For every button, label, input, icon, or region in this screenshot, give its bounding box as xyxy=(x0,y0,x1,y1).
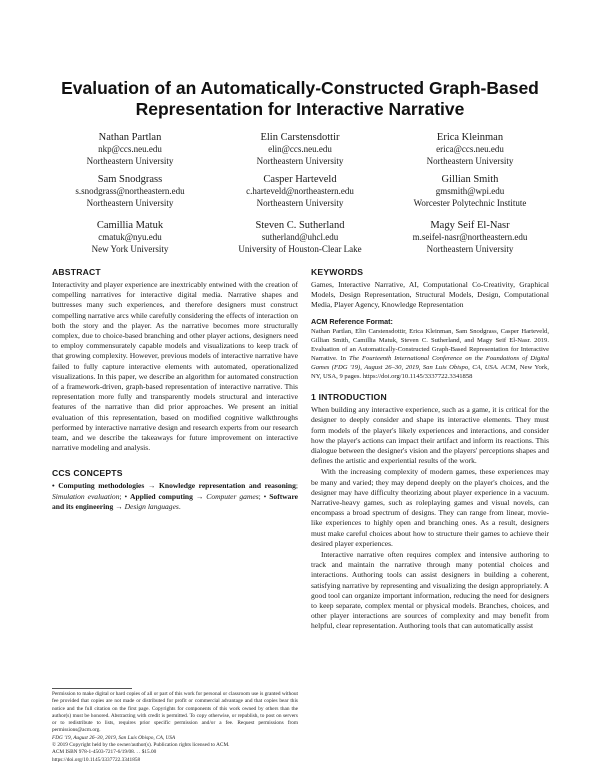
author-entry xyxy=(205,219,395,255)
author-email[interactable]: erica@ccs.neu.edu xyxy=(436,144,504,154)
right-column xyxy=(311,266,549,632)
title-line-1: Evaluation of an Automatically-Constructed Graph-Based xyxy=(61,78,539,98)
author-name: Sam Snodgrass xyxy=(97,174,163,185)
ccs-text: Design languages xyxy=(124,501,179,511)
author-affiliation: University of Houston-Clear Lake xyxy=(238,243,362,254)
introduction-heading: 1 INTRODUCTION xyxy=(311,392,387,403)
author-entry xyxy=(375,219,565,255)
author-entry xyxy=(375,131,565,167)
author-email[interactable]: gmsmith@wpi.edu xyxy=(435,186,505,196)
footnote-venue: FDG '19, August 26–30, 2019, San Luis Obispo, CA, USA xyxy=(52,734,176,741)
ccs-text: → xyxy=(192,491,207,501)
author-name: Camillia Matuk xyxy=(96,220,164,231)
author-entry xyxy=(35,219,225,255)
paper-title xyxy=(40,78,560,120)
introduction-paragraph: When building any interactive experience, such as a game, it is critical for the designer to deeply consider and shape its interactive elements. They must form models of the player's likely experiences and interactions, and consider how the player's actions can impact their artifact and inform its reactions. This dialogue between the designer's vision and the players' perceptions shapes and defines the artistic and experiential results of the work. xyxy=(311,405,549,466)
ccs-concepts xyxy=(52,481,298,512)
author-affiliation: Northeastern University xyxy=(426,243,514,254)
keywords-paragraph: Games, Interactive Narrative, AI, Computational Co-Creativity, Graphical Models, Design Representation, Structural Models, Design, Computational Media, Player Agency, Knowledge Representation xyxy=(311,280,549,310)
author-affiliation: Northeastern University xyxy=(86,155,174,166)
ccs-text: ; • xyxy=(258,491,270,501)
ccs-text: Software and its engineering xyxy=(52,491,299,511)
author-affiliation: Northeastern University xyxy=(86,197,174,208)
author-name: Casper Harteveld xyxy=(263,174,337,185)
author-name: Steven C. Sutherland xyxy=(255,220,345,231)
author-email[interactable]: nkp@ccs.neu.edu xyxy=(98,144,162,154)
footnote-doi[interactable]: https://doi.org/10.1145/3337722.3341858 xyxy=(52,756,141,763)
author-email[interactable]: c.harteveld@northeastern.edu xyxy=(246,186,354,196)
author-entry xyxy=(205,131,395,167)
author-email[interactable]: s.snodgrass@northeastern.edu xyxy=(75,186,185,196)
author-affiliation: New York University xyxy=(91,243,169,254)
introduction-text xyxy=(311,405,549,631)
author-name: Gillian Smith xyxy=(441,174,499,185)
author-name: Magy Seif El-Nasr xyxy=(430,220,510,231)
author-email[interactable]: sutherland@uhcl.edu xyxy=(261,232,339,242)
author-affiliation: Northeastern University xyxy=(256,155,344,166)
author-entry xyxy=(205,173,395,209)
author-name: Nathan Partlan xyxy=(98,132,162,143)
abstract-paragraph: Interactivity and player experience are inextricably entwined with the creation of compelling narratives for interactive digital media. Narrative shapes and buttresses many such experiences, and therefore designers must construct compelling narrative arcs while carefully considering the effects of interaction on both the story and the player. As the narrative becomes more structurally complex, due to choice-based branching and other player actions, designers need to employ commensurately capable models and visualizations to keep track of that growing complexity. However, previous models of interactive narrative have failed to fully capture interactive elements with automated, operationalized visualizations. In this paper, we describe an algorithm for automated construction of a framework-driven, graph-based representation of interactive narrative. This representation more fully and transparently models structural and interactive features of the narrative than did prior approaches. We present an initial evaluation of this representation, based on modified cognitive walkthroughs performed by interactive narrative design and research experts from our research team, and we describe the takeaways for future improvement on interactive narrative modeling and analysis. xyxy=(52,280,298,453)
introduction-paragraph: With the increasing complexity of modern games, these experiences may be many and varied; they may depend deeply on the player's choices, and the designer may have difficulty theorizing about player experience in a vacuum. Narrative-heavy games, such as roleplaying games and visual novels, can encompass a broad spectrum of designs. They can range from linear, movie-like experiences to highly open and branching ones. As a result, designers must make careful choices about how to structure their games to achieve their desired player experiences. xyxy=(311,467,549,548)
acm-reference-text xyxy=(311,327,549,382)
acm-reference-heading: ACM Reference Format: xyxy=(311,316,393,326)
ccs-text: Computer games xyxy=(206,491,259,501)
keywords-text xyxy=(311,280,549,311)
acm-reference-part: Nathan Partlan, Elin Carstensdottir, Erica Kleinman, Sam Snodgrass, Casper Harteveld, Gillian Smith, Camillia Matuk, Steven C. Sutherland, and Magy Seif El-Nasr. 2019. Evaluation of an Automatically-Constructed Graph-Based Representation for Interactive Narrative. In xyxy=(311,327,549,362)
author-affiliation: Northeastern University xyxy=(426,155,514,166)
author-entry xyxy=(35,131,225,167)
author-name: Elin Carstensdottir xyxy=(260,132,340,143)
abstract-heading: ABSTRACT xyxy=(52,267,101,277)
left-column xyxy=(52,266,298,512)
author-affiliation: Worcester Polytechnic Institute xyxy=(413,197,527,208)
footnote xyxy=(52,691,298,764)
footnote-isbn: ACM ISBN 978-1-4503-7217-6/19/08. . . $15.00 xyxy=(52,749,157,756)
title-line-2: Representation for Interactive Narrative xyxy=(135,99,465,119)
ccs-text: ; xyxy=(295,481,298,491)
ccs-text: → xyxy=(113,501,125,511)
permission-notice: Permission to make digital or hard copies of all or part of this work for personal or classroom use is granted without fee provided that copies are not made or distributed for profit or commercial advantage and that copies bear this notice and the full citation on the first page. Copyrights for components of this work owned by others than the author(s) must be honored. Abstracting with credit is permitted. To copy otherwise, or republish, to post on servers or to redistribute to lists, requires prior specific permission and/or a fee. Request permissions from permissions@acm.org. xyxy=(52,691,298,734)
author-entry xyxy=(35,173,225,209)
ccs-text: • Computing methodologies xyxy=(52,481,145,491)
author-affiliation: Northeastern University xyxy=(256,197,344,208)
author-email[interactable]: cmatuk@nyu.edu xyxy=(98,232,162,242)
keywords-heading: KEYWORDS xyxy=(311,267,364,277)
ccs-text: → Knowledge representation and reasoning xyxy=(144,481,296,491)
author-email[interactable]: m.seifel-nasr@northeastern.edu xyxy=(412,232,528,242)
author-email[interactable]: elin@ccs.neu.edu xyxy=(268,144,332,154)
author-entry xyxy=(375,173,565,209)
ccs-text: Simulation evaluation xyxy=(52,491,120,501)
introduction-paragraph: Interactive narrative often requires complex and intensive authoring to track and maintain the narrative through many potential choices and interactions. Authoring tools can assist designers in building a coherent, satisfying narrative by representing and visualizing the design appropriately. A good tool can organize important information, reducing the need for designers to keep separate, complex mental or physical models. Branches, choices, and other player interactions are sources of complexity and may benefit from helpful, clear representation. Authoring tools that can automatically assist xyxy=(311,550,549,631)
ccs-text: ; • xyxy=(119,491,131,501)
abstract-text xyxy=(52,280,298,453)
acm-reference-part: ACM, New York, NY, USA, 9 pages. https://doi.org/10.1145/3337722.3341858 xyxy=(311,363,549,381)
ccs-text: Applied computing xyxy=(130,491,193,501)
footnote-divider xyxy=(52,688,132,689)
author-name: Erica Kleinman xyxy=(436,132,504,143)
acm-reference-venue: The Fourteenth International Conference on the Foundations of Digital Games (FDG '19), August 26–30, 2019, San Luis Obispo, CA, USA. xyxy=(311,354,549,371)
ccs-text: . xyxy=(178,501,181,511)
ccs-heading: CCS CONCEPTS xyxy=(52,468,123,479)
footnote-copyright: © 2019 Copyright held by the owner/author(s). Publication rights licensed to ACM. xyxy=(52,742,230,749)
